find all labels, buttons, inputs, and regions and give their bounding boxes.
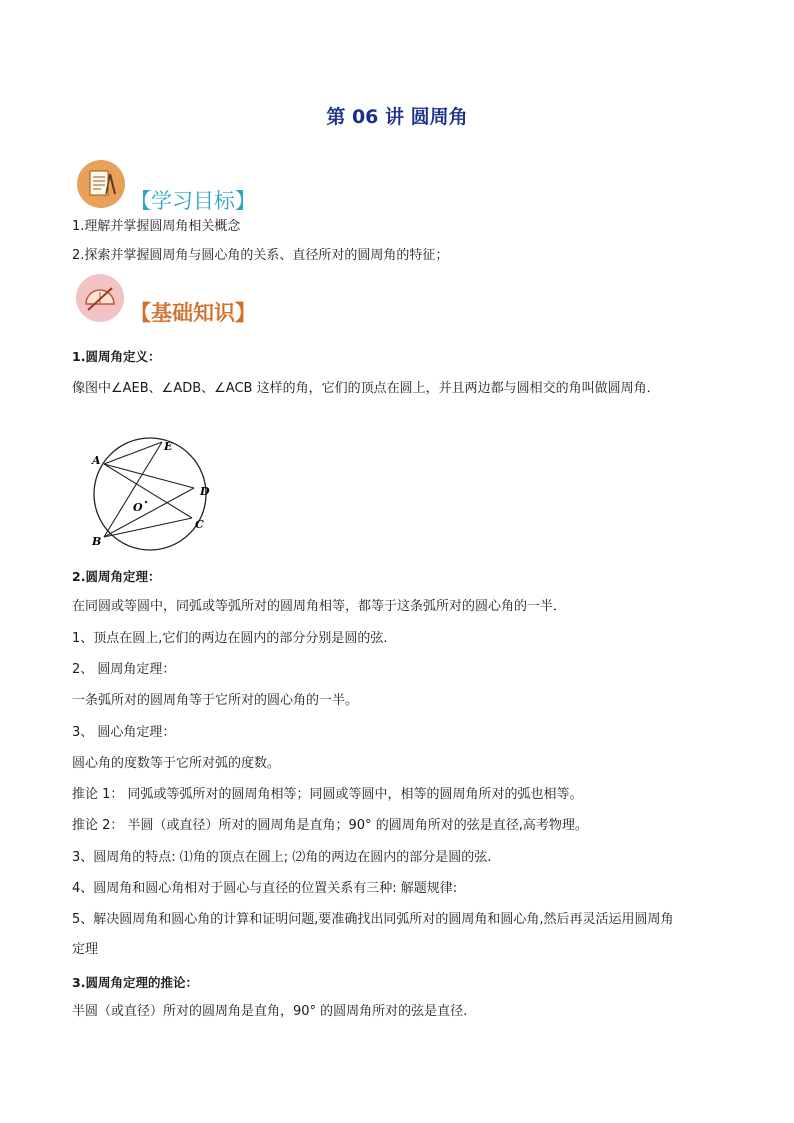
label-B: B: [92, 535, 102, 548]
page-title: 第 06 讲 圆周角: [326, 106, 468, 128]
protractor-icon: [76, 274, 124, 322]
label-E: E: [164, 440, 173, 453]
paragraph: 推论 1： 同弧或等弧所对的圆周角相等；同圆或等圆中，相等的圆周角所对的弧也相等。: [72, 787, 583, 802]
paragraph: 2、 圆周角定理：: [72, 662, 176, 677]
heading-corollary: 3.圆周角定理的推论：: [72, 975, 198, 990]
paragraph: 半圆（或直径）所对的圆周角是直角，90° 的圆周角所对的弦是直径.: [72, 1004, 468, 1019]
paragraph: 3、 圆心角定理：: [72, 725, 176, 740]
heading-theorem: 2.圆周角定理：: [72, 569, 161, 584]
paragraph: 像图中∠AEB、∠ADB、∠ACB 这样的角，它们的顶点在圆上，并且两边都与圆相交的角叫做圆周角．: [72, 381, 660, 396]
heading-definition: 1.圆周角定义：: [72, 349, 161, 364]
chord-DB: [104, 488, 194, 537]
chord-EB: [104, 442, 162, 537]
paragraph: 在同圆或等圆中，同弧或等弧所对的圆周角相等，都等于这条弧所对的圆心角的一半．: [72, 599, 567, 614]
paragraph: 4、圆周角和圆心角相对于圆心与直径的位置关系有三种: 解题规律:: [72, 881, 458, 896]
chord-AD: [104, 464, 194, 488]
center-point: [145, 501, 147, 503]
goal-item: 1.理解并掌握圆周角相关概念: [72, 219, 241, 234]
paragraph: 一条弧所对的圆周角等于它所对的圆心角的一半。: [72, 693, 359, 708]
paragraph: 3、圆周角的特点: ⑴角的顶点在圆上; ⑵角的两边在圆内的部分是圆的弦.: [72, 850, 492, 865]
chord-CB: [104, 518, 192, 537]
paragraph: 定理: [72, 942, 99, 957]
label-O: O: [133, 501, 143, 514]
section-title-goals: 【学习目标】: [130, 189, 256, 213]
paragraph: 圆心角的度数等于它所对弧的度数。: [72, 756, 281, 771]
paragraph: 5、解决圆周角和圆心角的计算和证明问题,要准确找出同弧所对的圆周角和圆心角,然后再灵活运用圆周角: [72, 912, 674, 927]
label-C: C: [195, 518, 204, 531]
label-A: A: [92, 454, 101, 467]
paragraph: 推论 2： 半圆（或直径）所对的圆周角是直角；90° 的圆周角所对的弦是直径,高考物理。: [72, 818, 588, 833]
label-D: D: [200, 485, 210, 498]
notebook-pencil-icon: [77, 160, 125, 208]
paragraph: 1、顶点在圆上,它们的两边在圆内的部分分别是圆的弦.: [72, 631, 388, 646]
circle-figure: [84, 436, 224, 552]
chord-AC: [104, 464, 192, 518]
goal-item: 2.探索并掌握圆周角与圆心角的关系、直径所对的圆周角的特征；: [72, 248, 449, 263]
section-title-basics: 【基础知识】: [130, 301, 256, 325]
